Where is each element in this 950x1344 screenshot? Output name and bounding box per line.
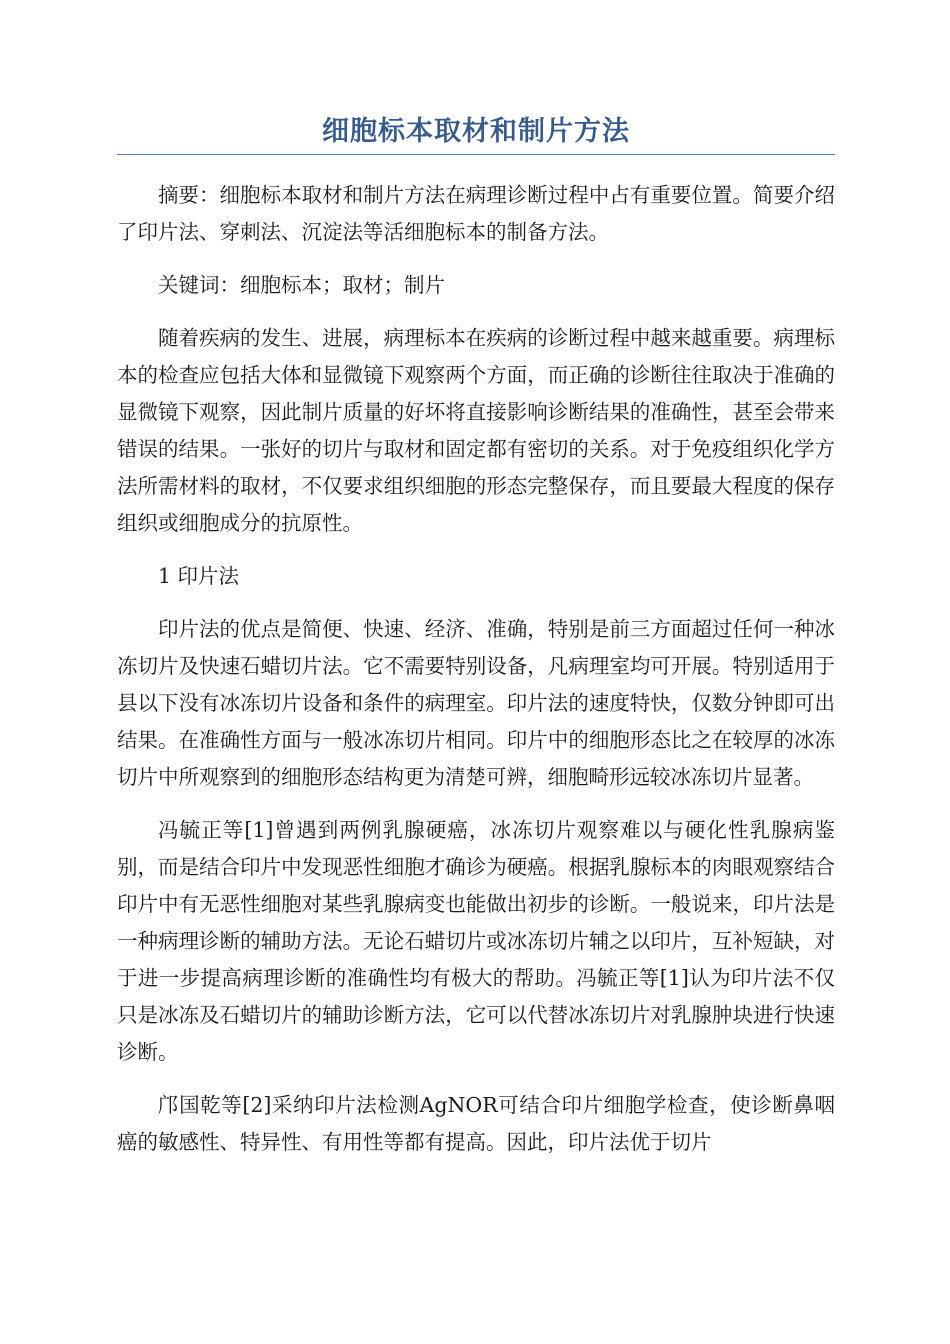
section-heading: 1 印片法: [158, 564, 240, 588]
body-paragraph: 印片法的优点是简便、快速、经济、准确，特别是前三方面超过任何一种冰冻切片及快速石蜡切片法。它不需要特别设备，凡病理室均可开展。特别适用于县以下没有冰冻切片设备和条件的病理室。印片法的速度特快，仅数分钟即可出结果。在准确性方面与一般冰冻切片相同。印片中的细胞形态比之在较厚的冰冻切片中所观察到的细胞形态结构更为清楚可辨，细胞畸形远较冰冻切片显著。: [117, 617, 835, 789]
intro-paragraph: 随着疾病的发生、进展，病理标本在疾病的诊断过程中越来越重要。病理标本的检查应包括大体和显微镜下观察两个方面，而正确的诊断往往取决于准确的显微镜下观察，因此制片质量的好坏将直接影响诊断结果的准确性，甚至会带来错误的结果。一张好的切片与取材和固定都有密切的关系。对于免疫组织化学方法所需材料的取材，不仅要求组织细胞的形态完整保存，而且要最大程度的保存组织或细胞成分的抗原性。: [117, 326, 835, 535]
abstract-paragraph: 摘要：细胞标本取材和制片方法在病理诊断过程中占有重要位置。简要介绍了印片法、穿刺法、沉淀法等活细胞标本的制备方法。: [117, 183, 835, 244]
title-underline: [117, 154, 835, 155]
body-paragraph: 冯毓正等[1]曾遇到两例乳腺硬癌，冰冻切片观察难以与硬化性乳腺病鉴别，而是结合印片中发现恶性细胞才确诊为硬癌。根据乳腺标本的肉眼观察结合印片中有无恶性细胞对某些乳腺病变也能做出初步的诊断。一般说来，印片法是一种病理诊断的辅助方法。无论石蜡切片或冰冻切片辅之以印片，互补短缺，对于进一步提高病理诊断的准确性均有极大的帮助。冯毓正等[1]认为印片法不仅只是冰冻及石蜡切片的辅助诊断方法，它可以代替冰冻切片对乳腺肿块进行快速诊断。: [117, 818, 835, 1064]
document-body: [117, 177, 835, 1161]
body-paragraph: 邝国乾等[2]采纳印片法检测AgNOR可结合印片细胞学检查，使诊断鼻咽癌的敏感性、特异性、有用性等都有提高。因此，印片法优于切片: [117, 1093, 835, 1154]
keywords-paragraph: 关键词：细胞标本；取材；制片: [158, 273, 445, 297]
document-title: 细胞标本取材和制片方法: [322, 116, 630, 147]
document-page: [117, 112, 835, 1177]
